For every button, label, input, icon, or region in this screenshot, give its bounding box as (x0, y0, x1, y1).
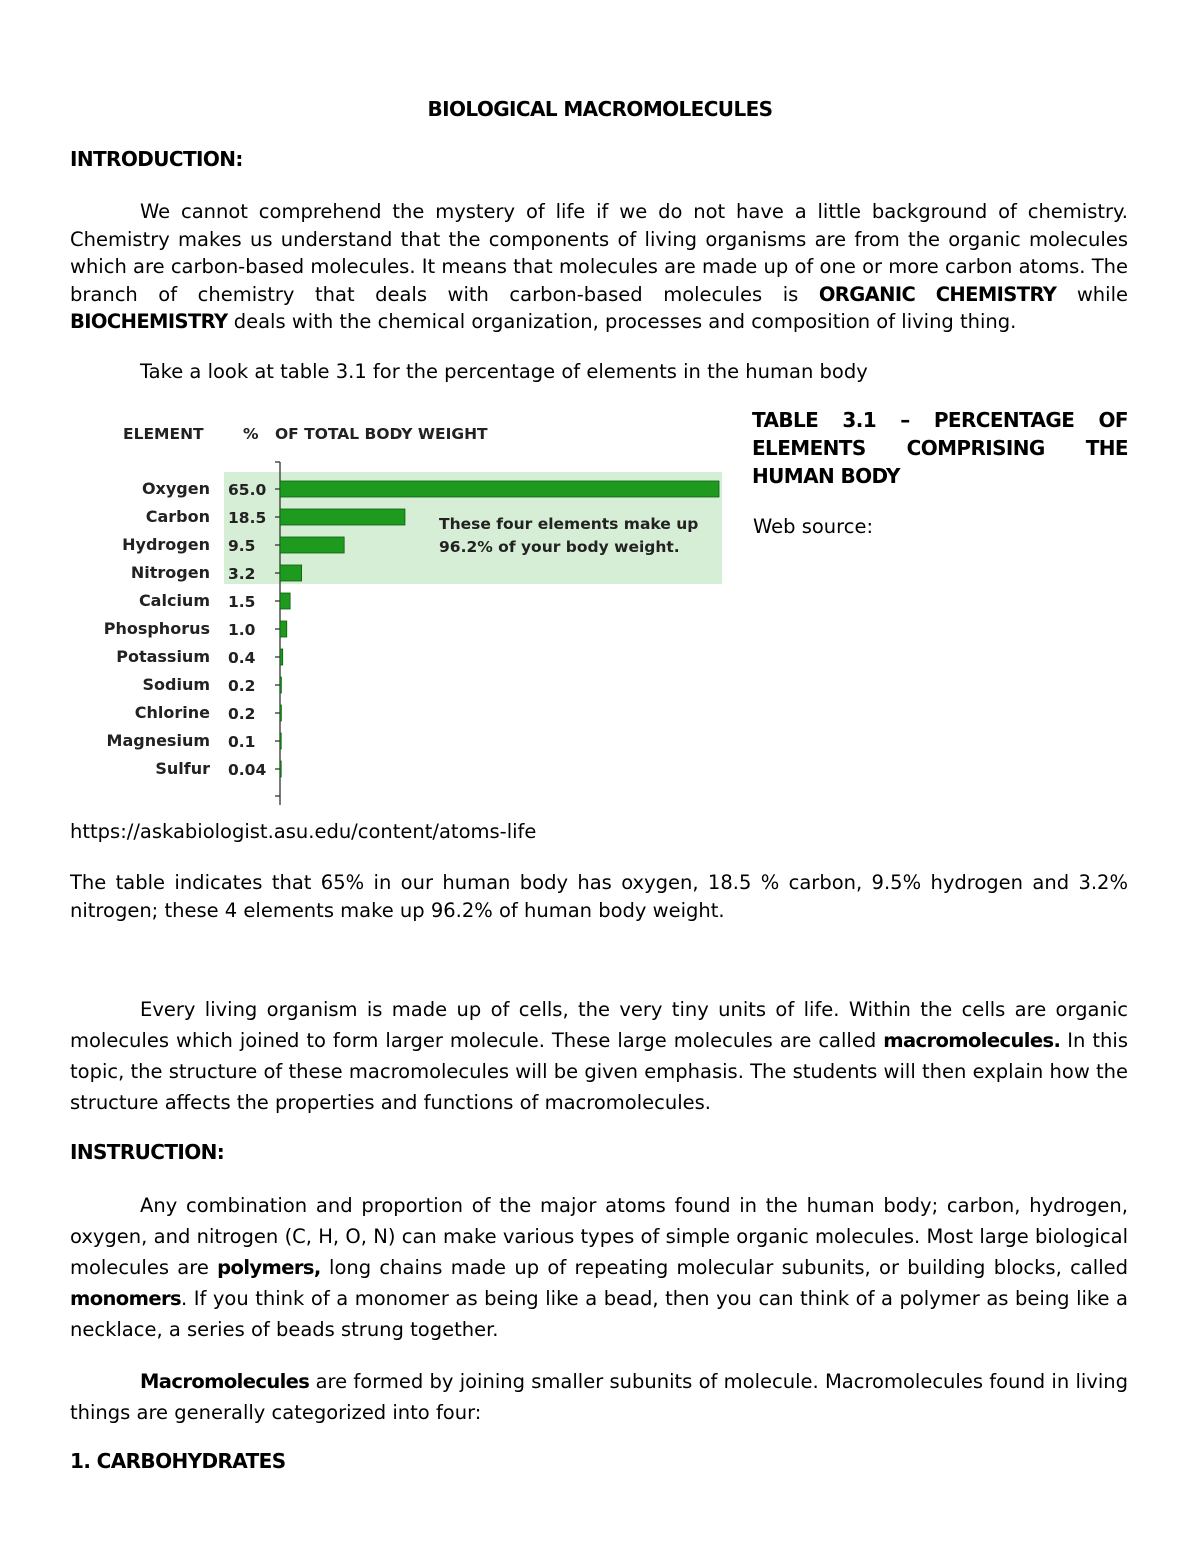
value-label-hydrogen: 9.5 (228, 537, 256, 555)
category-label-sodium: Sodium (142, 675, 210, 694)
instruction-paragraph: Any combination and proportion of the major atoms found in the human body; carbon, hydrogen, oxygen, and nitrogen (C, H, O, N) can make various types of simple organic molecules. Most large biological molecules are polymers, long chains made up of repeating molecular subunits, or building blocks, called monomers. If you think of a monomer as being like a bead, then you can think of a polymer as being like a necklace, a series of beads strung together. (70, 1194, 1128, 1341)
bar-nitrogen (280, 565, 302, 581)
biochemistry-term: BIOCHEMISTRY (70, 310, 228, 333)
bar-phosphorus (280, 621, 287, 637)
value-label-magnesium: 0.1 (228, 733, 256, 751)
chart-annotation-line1: These four elements make up (439, 515, 699, 533)
value-label-nitrogen: 3.2 (228, 565, 256, 583)
bar-magnesium (280, 733, 281, 749)
carbohydrates-heading: 1. CARBOHYDRATES (70, 1449, 286, 1473)
polymers-term: polymers, (217, 1256, 321, 1279)
bar-hydrogen (280, 537, 344, 553)
bar-oxygen (280, 481, 719, 497)
chart-header-percent: % (243, 425, 259, 443)
chart-annotation-line2: 96.2% of your body weight. (439, 538, 680, 556)
bar-sodium (280, 677, 281, 693)
table-reference-text: Take a look at table 3.1 for the percentage of elements in the human body (140, 360, 868, 383)
category-label-chlorine: Chlorine (134, 703, 210, 722)
macromolecules-lead-term: Macromolecules (140, 1370, 310, 1393)
organic-chemistry-term: ORGANIC CHEMISTRY (818, 282, 1057, 306)
value-label-calcium: 1.5 (228, 593, 256, 611)
monomers-term: monomers (70, 1287, 181, 1310)
category-label-potassium: Potassium (116, 647, 210, 666)
value-label-sodium: 0.2 (228, 677, 256, 695)
introduction-heading: INTRODUCTION: (70, 147, 243, 171)
macromolecules-term: macromolecules. (883, 1029, 1061, 1052)
document-title: BIOLOGICAL MACROMOLECULES (427, 97, 773, 121)
bar-sulfur (280, 761, 281, 777)
category-label-hydrogen: Hydrogen (122, 535, 210, 554)
value-label-phosphorus: 1.0 (228, 621, 256, 639)
table-caption: TABLE 3.1 – PERCENTAGE OF ELEMENTS COMPRISING THE HUMAN BODY (752, 408, 1128, 488)
macromolecules-paragraph: Macromolecules are formed by joining smaller subunits of molecule. Macromolecules found in living things are generally categorized into four: (70, 1370, 1128, 1424)
category-label-magnesium: Magnesium (106, 731, 210, 750)
cells-paragraph: Every living organism is made up of cells, the very tiny units of life. Within the cells are organic molecules which joined to form larger molecule. These large molecules are called macromolecules. In this topic, the structure of these macromolecules will be given emphasis. The students will then explain how the structure affects the properties and functions of macromolecules. (70, 998, 1128, 1114)
bar-potassium (280, 649, 283, 665)
chart-header-total: OF TOTAL BODY WEIGHT (275, 425, 488, 443)
element-percentage-chart (100, 415, 730, 805)
chart-header-element: ELEMENT (123, 425, 204, 443)
value-label-sulfur: 0.04 (228, 761, 267, 779)
bar-chlorine (280, 705, 281, 721)
category-label-carbon: Carbon (145, 507, 210, 526)
category-label-sulfur: Sulfur (155, 759, 210, 778)
category-label-oxygen: Oxygen (141, 479, 210, 498)
category-label-phosphorus: Phosphorus (103, 619, 210, 638)
web-source-label: Web source: (753, 515, 874, 538)
bar-carbon (280, 509, 405, 525)
value-label-potassium: 0.4 (228, 649, 256, 667)
category-label-calcium: Calcium (138, 591, 210, 610)
intro-paragraph: We cannot comprehend the mystery of life if we do not have a little background of chemistry. Chemistry makes us understand that the components of living organisms are from the organic molecules which are carbon-based molecules. It means that molecules are made up of one or more carbon atoms. The branch of chemistry that deals with carbon-based molecules is ORGANIC CHEMISTRY while BIOCHEMISTRY deals with the chemical organization, processes and composition of living thing. (70, 200, 1128, 333)
value-label-carbon: 18.5 (228, 509, 267, 527)
bar-calcium (280, 593, 290, 609)
value-label-chlorine: 0.2 (228, 705, 256, 723)
summary-paragraph: The table indicates that 65% in our human body has oxygen, 18.5 % carbon, 9.5% hydrogen and 3.2% nitrogen; these 4 elements make up 96.2% of human body weight. (70, 871, 1128, 922)
instruction-heading: INSTRUCTION: (70, 1140, 225, 1164)
value-label-oxygen: 65.0 (228, 481, 267, 499)
category-label-nitrogen: Nitrogen (130, 563, 210, 582)
source-url-link[interactable]: https://askabiologist.asu.edu/content/atoms-life (70, 820, 537, 843)
